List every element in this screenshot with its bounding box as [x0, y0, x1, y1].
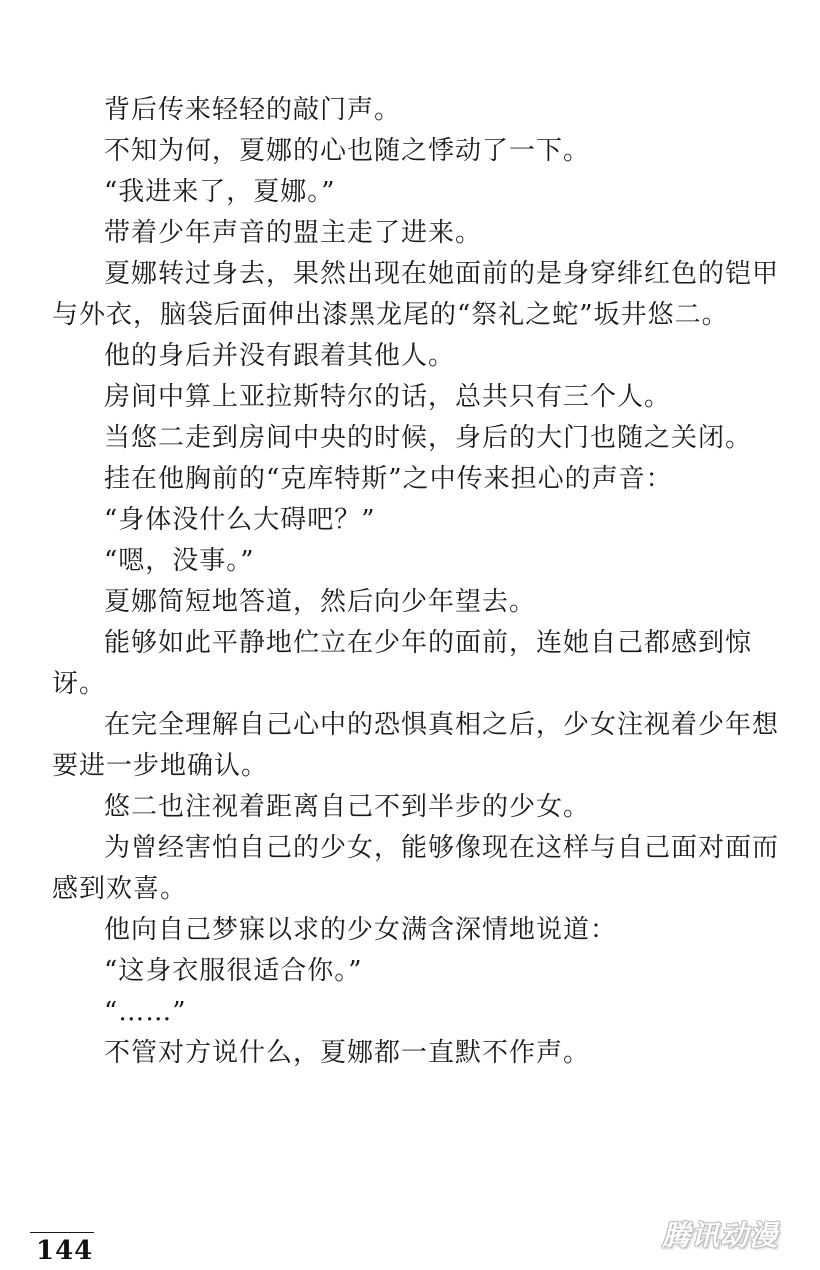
paragraph: 在完全理解自己心中的恐惧真相之后，少女注视着少年想要进一步地确认。 [52, 710, 780, 781]
paragraph: 当悠二走到房间中央的时候，身后的大门也随之关闭。 [104, 423, 753, 453]
paragraph: 他向自己梦寐以求的少女满含深情地说道： [104, 915, 618, 945]
paragraph: 背后传来轻轻的敲门声。 [104, 95, 402, 125]
paragraph: 不管对方说什么，夏娜都一直默不作声。 [104, 1038, 591, 1068]
page-text [52, 90, 782, 1074]
paragraph: 夏娜转过身去，果然出现在她面前的是身穿绯红色的铠甲与外衣，脑袋后面伸出漆黑龙尾的“祭礼之蛇”坂井悠二。 [52, 259, 780, 330]
paragraph: 悠二也注视着距离自己不到半步的少女。 [104, 792, 591, 822]
paragraph: 为曾经害怕自己的少女，能够像现在这样与自己面对面而感到欢喜。 [52, 833, 780, 904]
paragraph: “这身衣服很适合你。” [104, 956, 363, 986]
paragraph: “嗯，没事。” [104, 546, 255, 576]
paragraph: 挂在他胸前的“克库特斯”之中传来担心的声音： [104, 464, 673, 494]
watermark-logo: 腾讯动漫 [662, 1219, 779, 1252]
paragraph: “身体没什么大碍吧？” [104, 505, 376, 535]
paragraph: 夏娜简短地答道，然后向少年望去。 [104, 587, 537, 617]
paragraph: “我进来了，夏娜。” [104, 177, 336, 207]
page-number: 144 [36, 1236, 94, 1266]
page-number-rule [30, 1232, 94, 1233]
paragraph: 不知为何，夏娜的心也随之悸动了一下。 [104, 136, 591, 166]
paragraph: “……” [104, 997, 187, 1027]
paragraph: 带着少年声音的盟主走了进来。 [104, 218, 483, 248]
paragraph: 房间中算上亚拉斯特尔的话，总共只有三个人。 [104, 382, 672, 412]
paragraph: 能够如此平静地伫立在少年的面前，连她自己都感到惊讶。 [52, 628, 753, 699]
paragraph: 他的身后并没有跟着其他人。 [104, 341, 456, 371]
